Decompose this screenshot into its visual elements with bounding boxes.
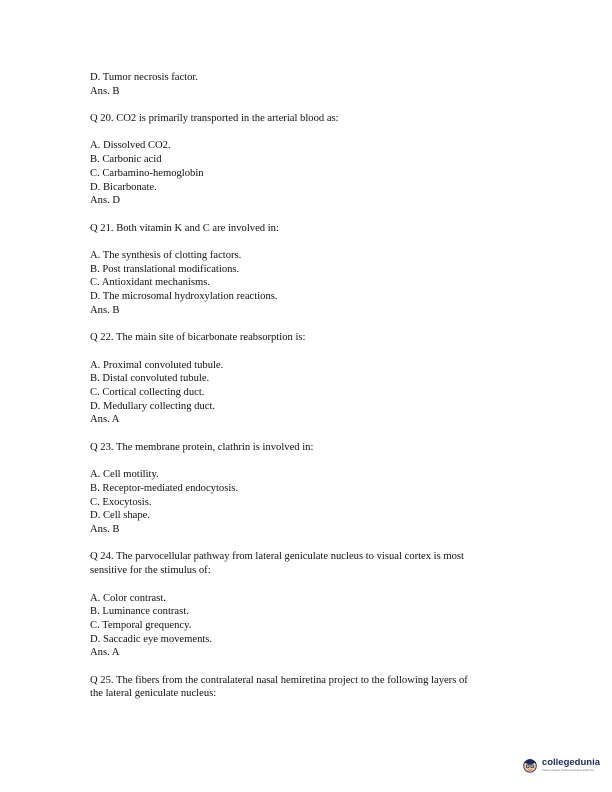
option-a: A. Dissolved CO2.: [90, 140, 171, 152]
answer: Ans. B: [90, 524, 120, 536]
answer: Ans. A: [90, 414, 120, 426]
option-b: B. Carbonic acid: [90, 154, 162, 166]
question-25-line-2: the lateral geniculate nucleus:: [90, 688, 217, 700]
option-b: B. Receptor-mediated endocytosis.: [90, 482, 239, 494]
answer: Ans. B: [90, 85, 120, 97]
question-23: Q 23. The membrane protein, clathrin is involved in:: [90, 441, 314, 453]
question-24-line-1: Q 24. The parvocellular pathway from lateral geniculate nucleus to visual cortex is most: [90, 551, 464, 563]
option-d: D. The microsomal hydroxylation reactions.: [90, 291, 278, 303]
question-21: Q 21. Both vitamin K and C are involved in:: [90, 222, 279, 234]
option-c: C. Temporal grequency.: [90, 619, 192, 631]
question-20: Q 20. CO2 is primarily transported in the arterial blood as:: [90, 113, 339, 125]
collegedunia-logo[interactable]: [521, 756, 600, 774]
option-d: D. Medullary collecting duct.: [90, 400, 216, 412]
option-c: C. Exocytosis.: [90, 496, 152, 508]
logo-name: collegedunia: [541, 757, 600, 768]
answer: Ans. A: [90, 647, 120, 659]
option-c: C. Antioxidant mechanisms.: [90, 277, 211, 289]
option-d: D. Tumor necrosis factor.: [90, 72, 198, 83]
option-b: B. Distal convoluted tubule.: [90, 373, 210, 385]
document-body: [90, 71, 530, 701]
question-24-line-2: sensitive for the stimulus of:: [90, 565, 211, 577]
option-c: C. Cortical collecting duct.: [90, 387, 205, 399]
option-a: A. Proximal convoluted tubule.: [90, 359, 224, 371]
answer: Ans. D: [90, 195, 121, 207]
option-d: D. Bicarbonate.: [90, 181, 157, 193]
option-c: C. Carbamino-hemoglobin: [90, 167, 204, 179]
answer: Ans. B: [90, 304, 120, 316]
option-d: D. Saccadic eye movements.: [90, 633, 213, 645]
option-a: A. The synthesis of clotting factors.: [90, 250, 242, 262]
option-a: A. Cell motility.: [90, 469, 159, 481]
logo-tagline: India's largest Student Review Platform: [541, 768, 595, 772]
option-b: B. Luminance contrast.: [90, 606, 189, 618]
option-d: D. Cell shape.: [90, 510, 151, 522]
mascot-logo-icon: [521, 756, 539, 774]
question-22: Q 22. The main site of bicarbonate reabsorption is:: [90, 332, 306, 344]
option-a: A. Color contrast.: [90, 592, 166, 604]
question-25-line-1: Q 25. The fibers from the contralateral nasal hemiretina project to the following layers of: [90, 674, 468, 686]
option-b: B. Post translational modifications.: [90, 263, 240, 275]
